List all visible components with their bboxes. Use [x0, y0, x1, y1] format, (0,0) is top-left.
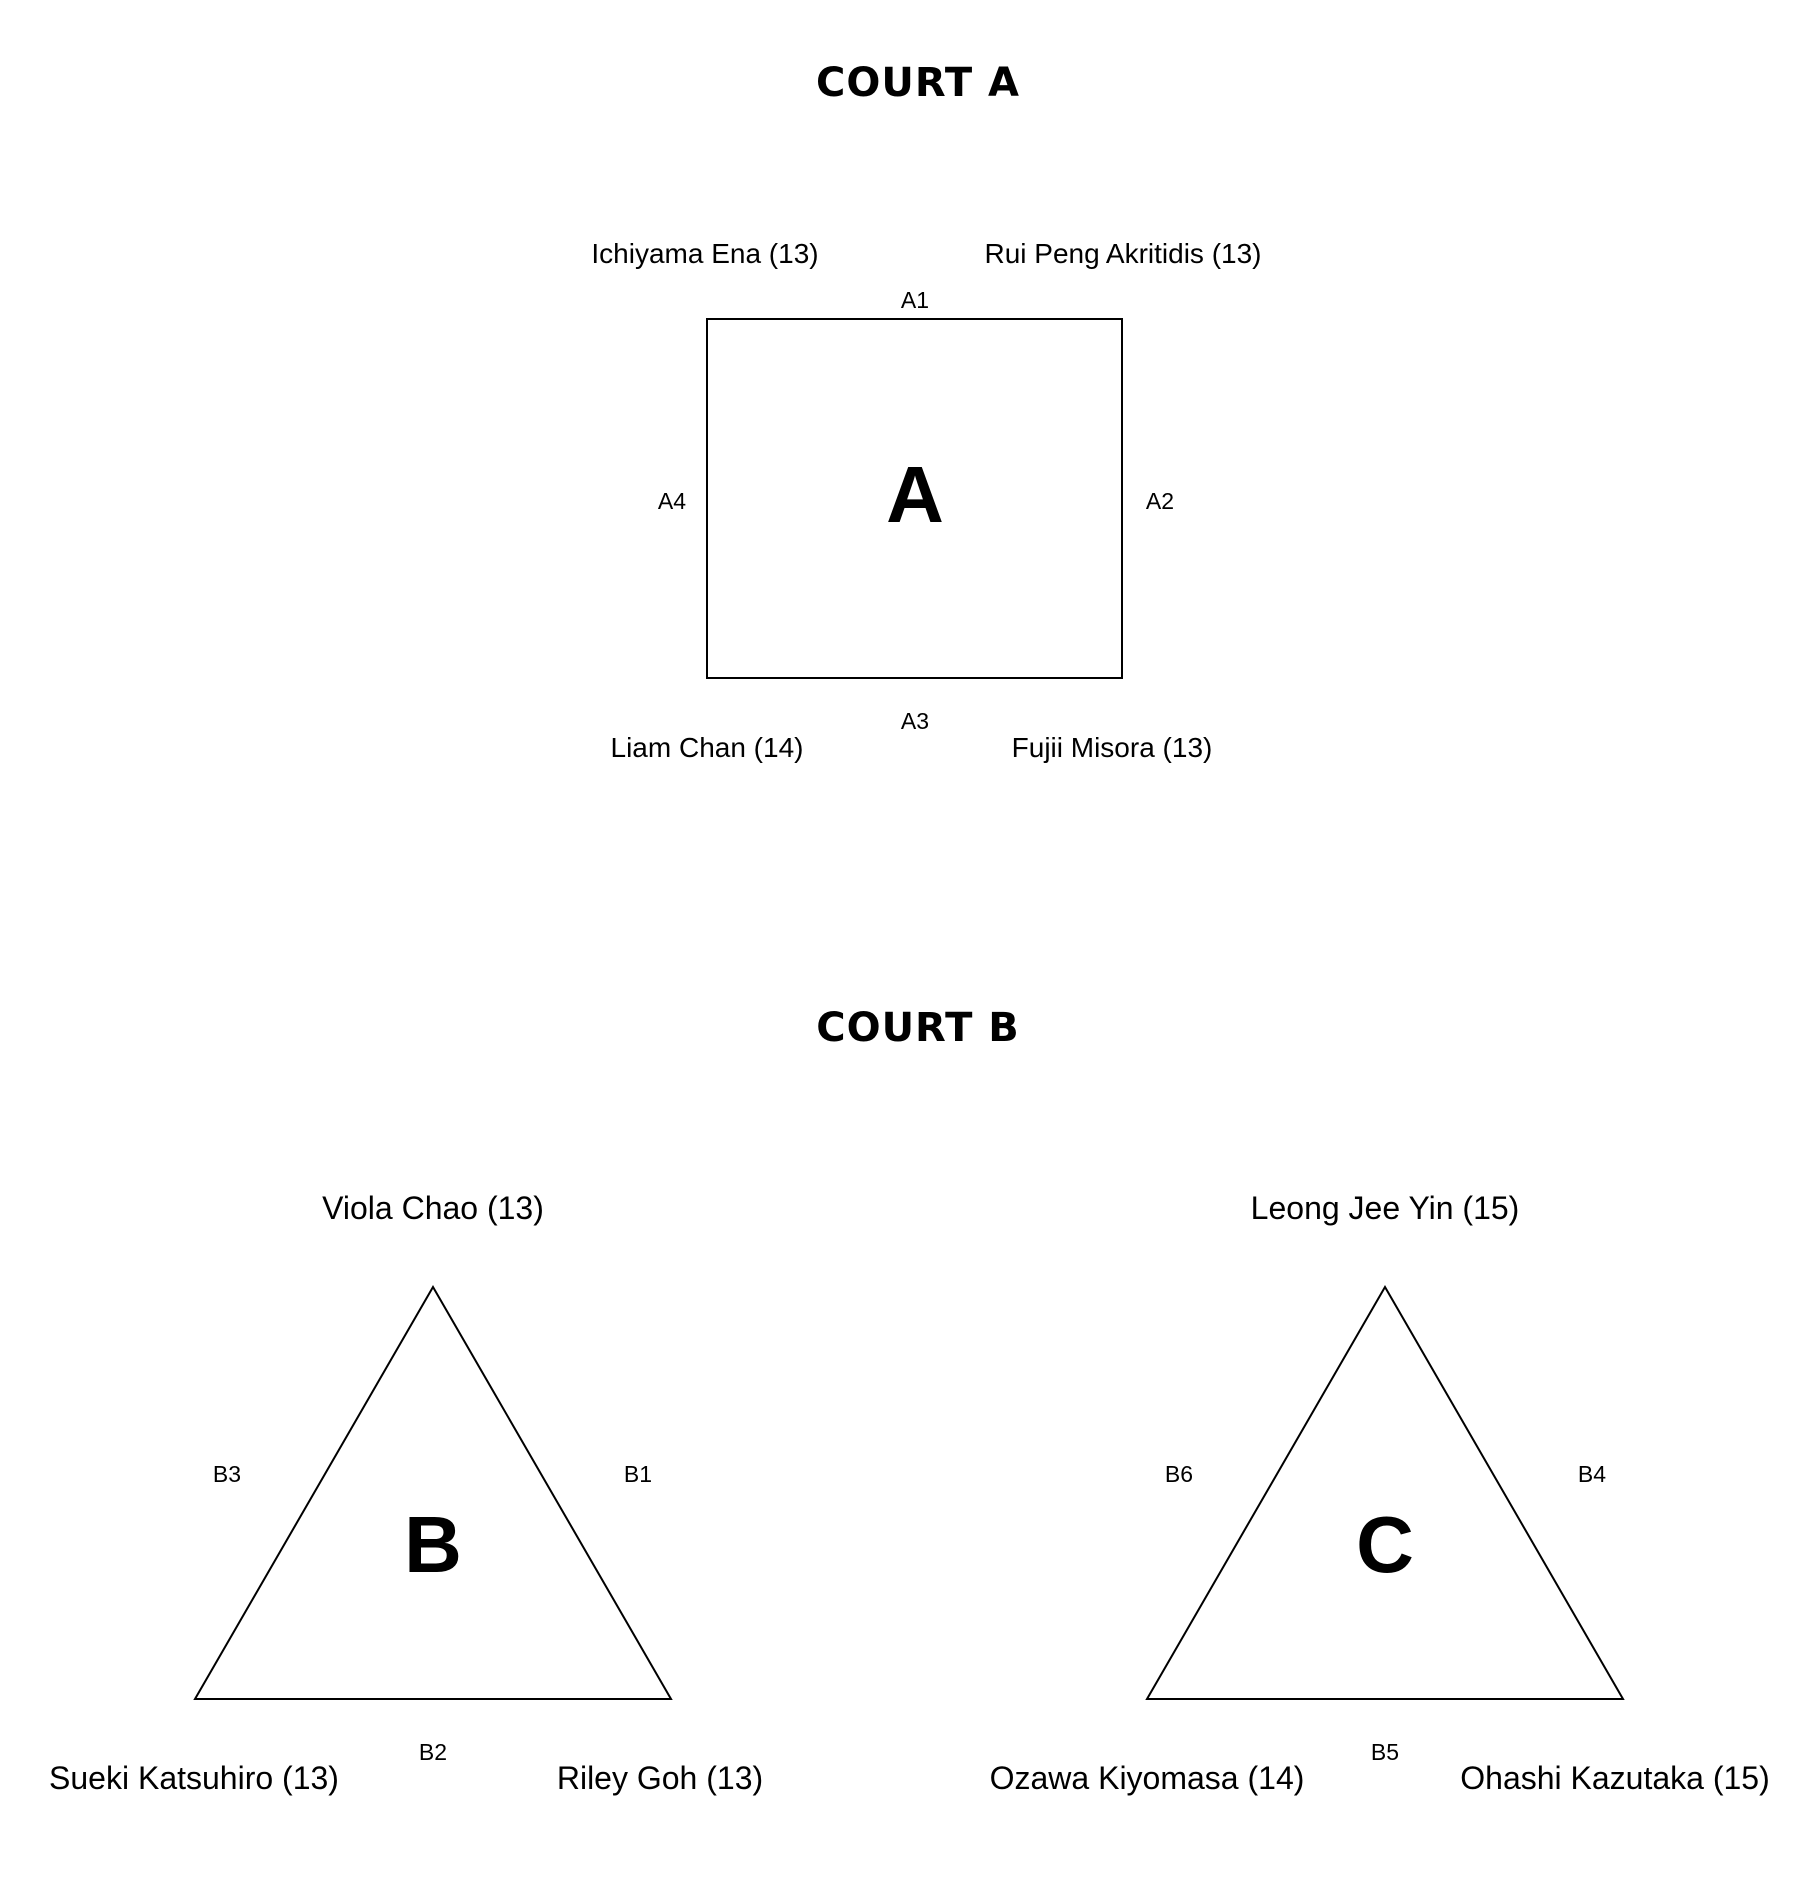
court-b-group-b [49, 1190, 763, 1796]
court-a-side-left: A4 [657, 488, 687, 514]
group-b-player-top: Viola Chao (13) [322, 1190, 544, 1226]
group-b-side-bottom: B2 [418, 1739, 448, 1765]
court-b-title: COURT B [816, 1005, 1020, 1051]
group-c-triangle [1147, 1287, 1623, 1699]
court-a-player-bottom-right: Fujii Misora (13) [1011, 732, 1213, 763]
group-c-big-label: C [1356, 1500, 1414, 1589]
court-a-side-bottom: A3 [900, 708, 930, 734]
group-c-player-bottom-left: Ozawa Kiyomasa (14) [989, 1760, 1305, 1796]
court-a-player-top-right: Rui Peng Akritidis (13) [984, 238, 1262, 269]
group-c-side-left: B6 [1164, 1461, 1194, 1487]
group-b-triangle [195, 1287, 671, 1699]
group-b-side-left: B3 [212, 1461, 242, 1487]
court-a-player-top-left: Ichiyama Ena (13) [591, 238, 819, 269]
group-c-player-top: Leong Jee Yin (15) [1250, 1190, 1520, 1226]
group-b-side-right: B1 [623, 1461, 653, 1487]
group-c-side-right: B4 [1577, 1461, 1607, 1487]
court-a-title: COURT A [815, 60, 1021, 106]
court-a-player-bottom-left: Liam Chan (14) [610, 732, 804, 763]
group-c-side-bottom: B5 [1370, 1739, 1400, 1765]
court-a-section [591, 60, 1261, 763]
court-b-group-c [990, 1190, 1770, 1796]
group-b-big-label: B [404, 1500, 462, 1589]
group-c-player-bottom-right: Ohashi Kazutaka (15) [1460, 1760, 1770, 1796]
court-a-big-label: A [886, 450, 944, 539]
group-b-player-bottom-left: Sueki Katsuhiro (13) [49, 1760, 339, 1796]
court-a-side-top: A1 [900, 287, 930, 313]
court-a-side-right: A2 [1145, 488, 1175, 514]
group-b-player-bottom-right: Riley Goh (13) [556, 1760, 764, 1796]
court-b-section [49, 1005, 1770, 1796]
